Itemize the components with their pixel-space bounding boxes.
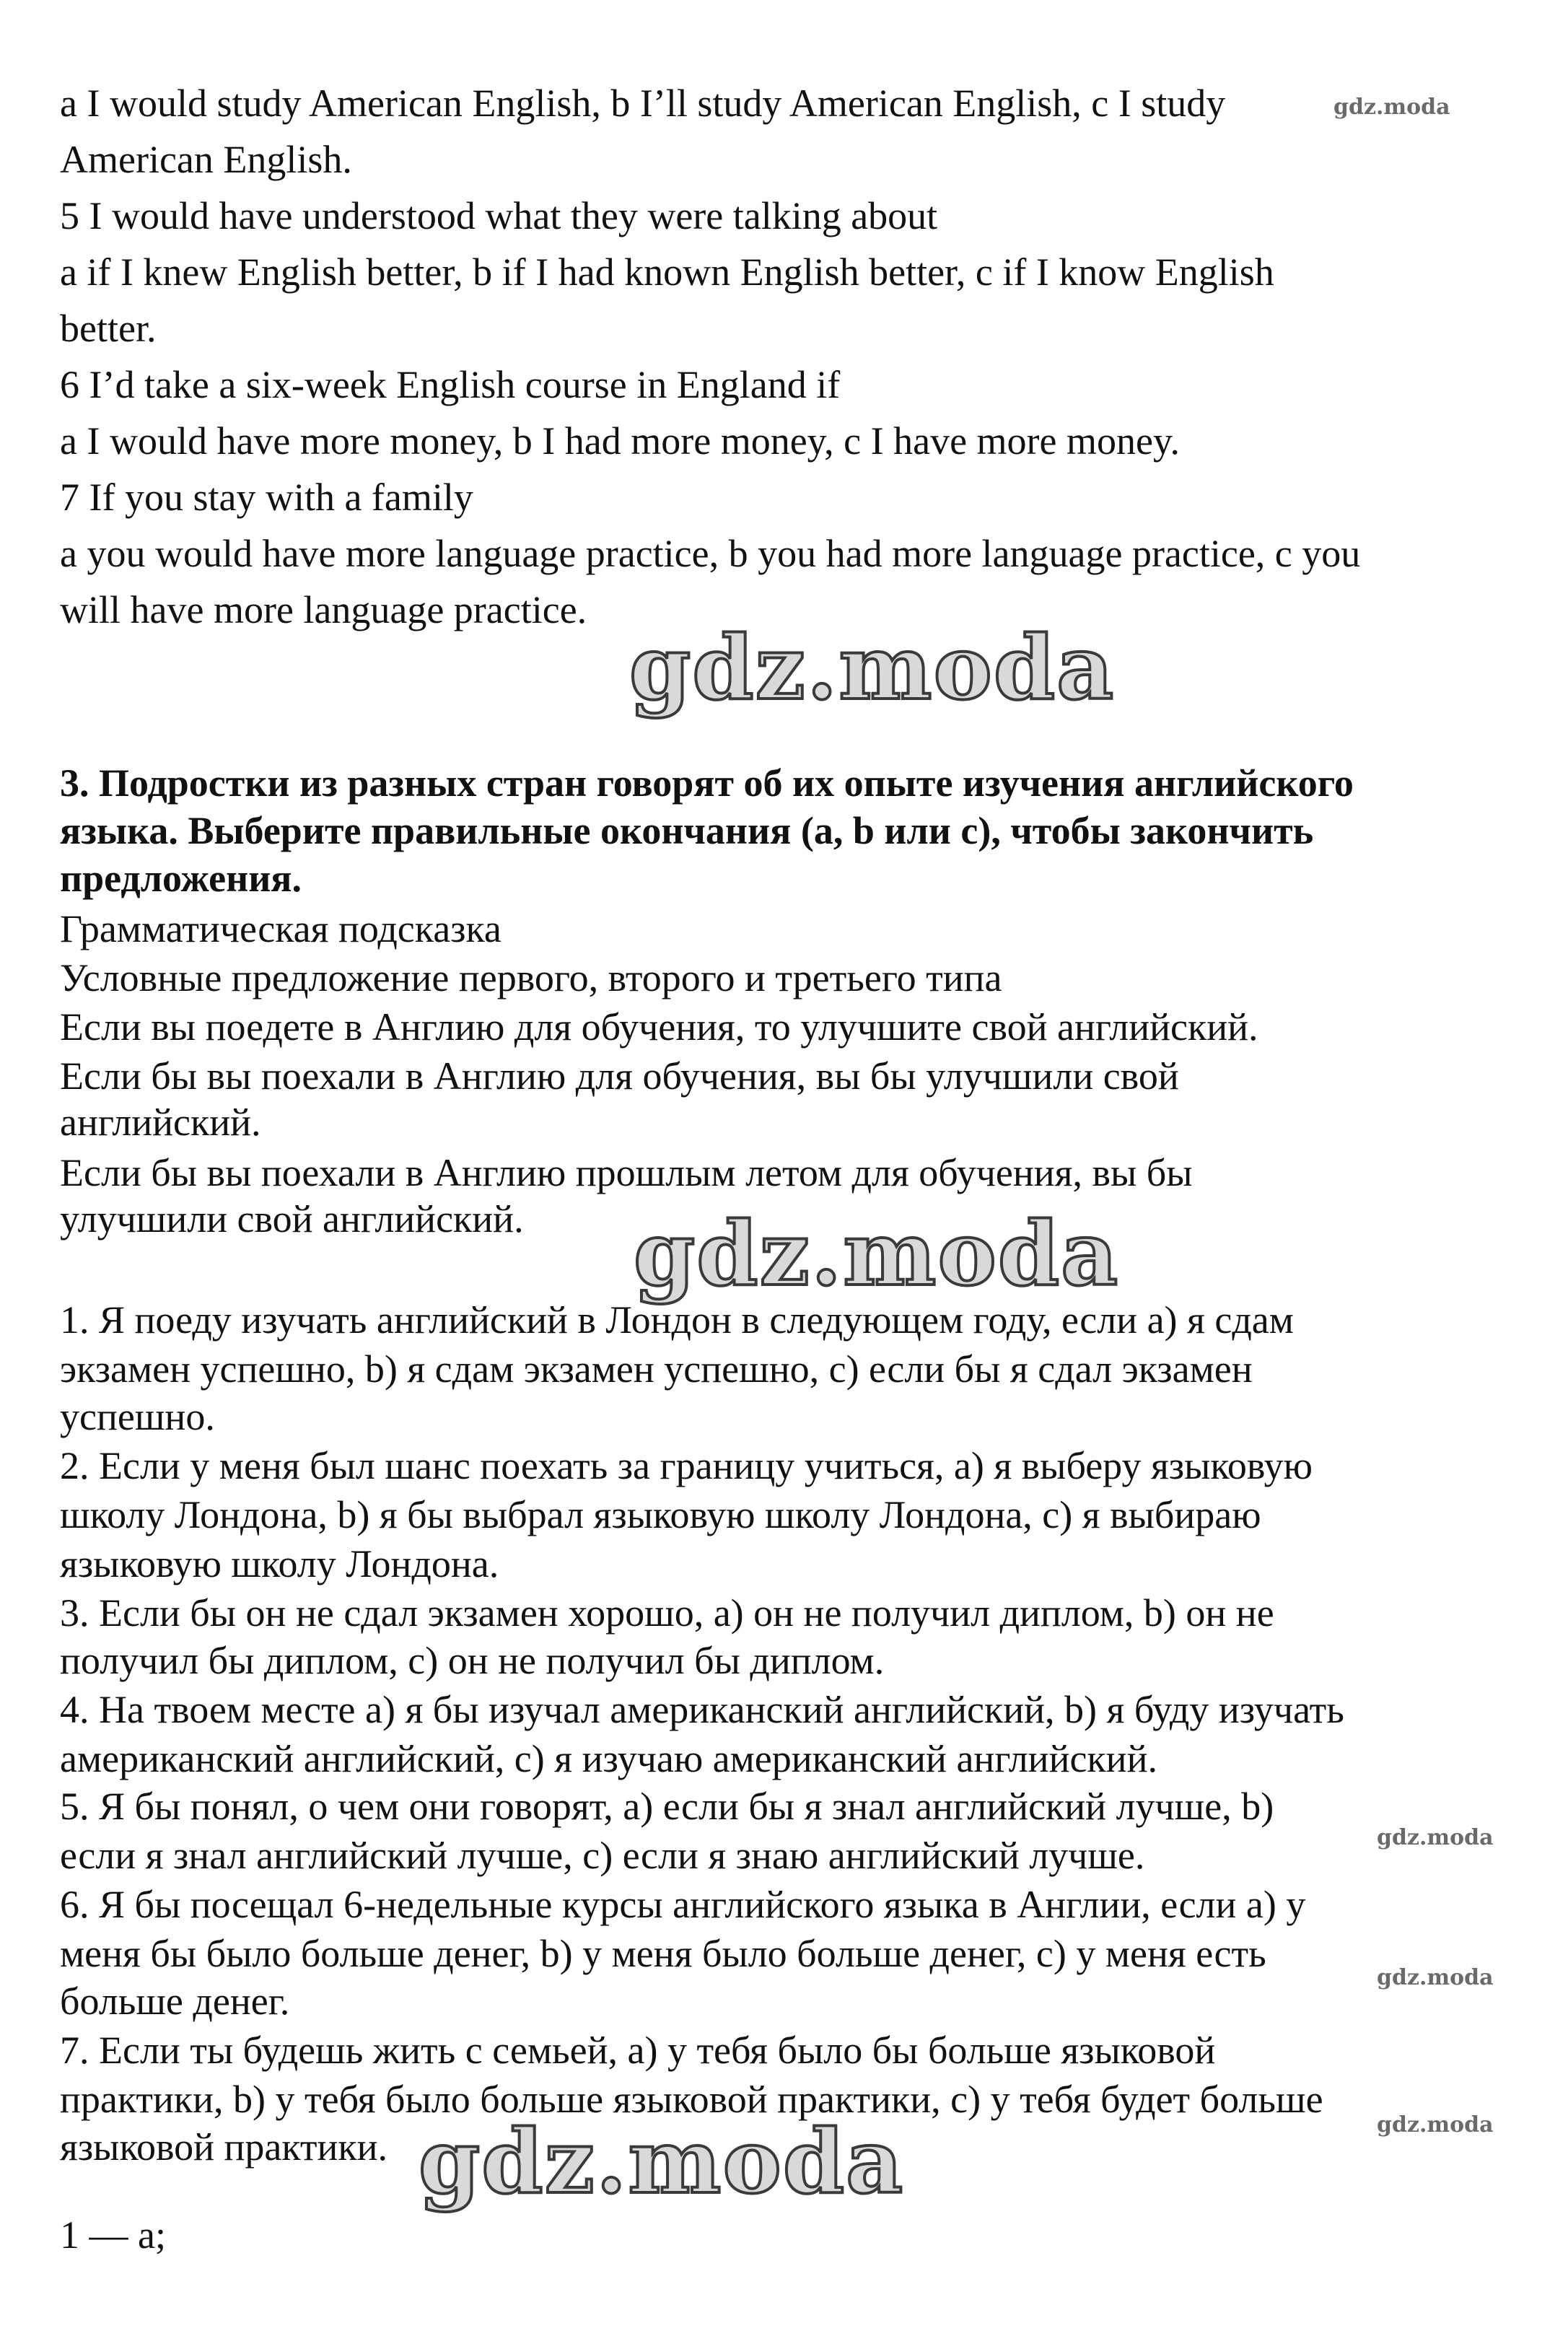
- text-line: a I would have more money, b I had more money, c I have more money.: [60, 419, 1180, 463]
- hint-line: Если бы вы поехали в Англию для обучения, вы бы улучшили свой: [60, 1054, 1179, 1098]
- watermark: gdz.moda: [419, 2109, 905, 2213]
- watermark: gdz.moda: [1333, 95, 1450, 120]
- watermark: gdz.moda: [634, 1202, 1120, 1305]
- translation-line: экзамен успешно, b) я сдам экзамен успешно, c) если бы я сдал экзамен: [60, 1347, 1253, 1391]
- translation-line: 3. Если бы он не сдал экзамен хорошо, a) он не получил диплом, b) он не: [60, 1591, 1274, 1635]
- translation-line: 6. Я бы посещал 6-недельные курсы английского языка в Англии, если a) у: [60, 1883, 1306, 1926]
- hint-line: улучшили свой английский.: [60, 1197, 524, 1241]
- translation-line: успешно.: [60, 1395, 215, 1438]
- translation-line: школу Лондона, b) я бы выбрал языковую школу Лондона, c) я выбираю: [60, 1493, 1261, 1536]
- translation-line: 2. Если у меня был шанс поехать за границу учиться, a) я выберу языковую: [60, 1444, 1313, 1487]
- hint-line: Если вы поедете в Англию для обучения, то улучшите свой английский.: [60, 1005, 1258, 1049]
- watermark: gdz.moda: [1377, 1965, 1494, 1990]
- translation-line: американский английский, c) я изучаю американский английский.: [60, 1737, 1157, 1780]
- watermark: gdz.moda: [629, 616, 1116, 719]
- translation-line: 4. На твоем месте a) я бы изучал американский английский, b) я буду изучать: [60, 1688, 1344, 1731]
- text-line: 5 I would have understood what they were talking about: [60, 194, 938, 237]
- hint-line: Если бы вы поехали в Англию прошлым летом для обучения, вы бы: [60, 1151, 1193, 1194]
- translation-line: 5. Я бы понял, о чем они говорят, a) если бы я знал английский лучше, b): [60, 1785, 1274, 1828]
- watermark: gdz.moda: [1377, 2112, 1494, 2138]
- text-line: better.: [60, 307, 157, 350]
- watermark: gdz.moda: [1377, 1825, 1494, 1850]
- translation-line: 1. Я поеду изучать английский в Лондон в следующем году, если a) я сдам: [60, 1298, 1294, 1342]
- task-heading: предложения.: [60, 857, 302, 900]
- text-line: a if I knew English better, b if I had known English better, c if I know English: [60, 250, 1274, 294]
- translation-line: получил бы диплом, c) он не получил бы диплом.: [60, 1639, 885, 1682]
- task-heading: языка. Выберите правильные окончания (a, b или c), чтобы закончить: [60, 809, 1314, 852]
- translation-line: если я знал английский лучше, c) если я знаю английский лучше.: [60, 1834, 1145, 1877]
- translation-line: практики, b) у тебя было больше языковой практики, c) у тебя будет больше: [60, 2078, 1323, 2121]
- hint-line: английский.: [60, 1101, 261, 1144]
- text-line: American English.: [60, 138, 352, 181]
- text-line: will have more language practice.: [60, 588, 587, 631]
- hint-title: Грамматическая подсказка: [60, 907, 502, 950]
- text-line: 7 If you stay with a family: [60, 476, 473, 519]
- text-line: 6 I’d take a six-week English course in England if: [60, 363, 841, 406]
- text-line: a I would study American English, b I’ll study American English, c I study: [60, 82, 1226, 125]
- translation-line: языковой практики.: [60, 2125, 387, 2169]
- translation-line: больше денег.: [60, 1980, 290, 2023]
- task-heading: 3. Подростки из разных стран говорят об их опыте изучения английского: [60, 761, 1354, 805]
- translation-line: 7. Если ты будешь жить с семьей, a) у тебя было бы больше языковой: [60, 2029, 1216, 2072]
- hint-line: Условные предложение первого, второго и третьего типа: [60, 956, 1002, 999]
- translation-line: языковую школу Лондона.: [60, 1542, 499, 1585]
- text-line: a you would have more language practice, b you had more language practice, c you: [60, 532, 1361, 575]
- answer-line: 1 — a;: [60, 2213, 166, 2257]
- translation-line: меня бы было больше денег, b) у меня было больше денег, c) у меня есть: [60, 1932, 1266, 1975]
